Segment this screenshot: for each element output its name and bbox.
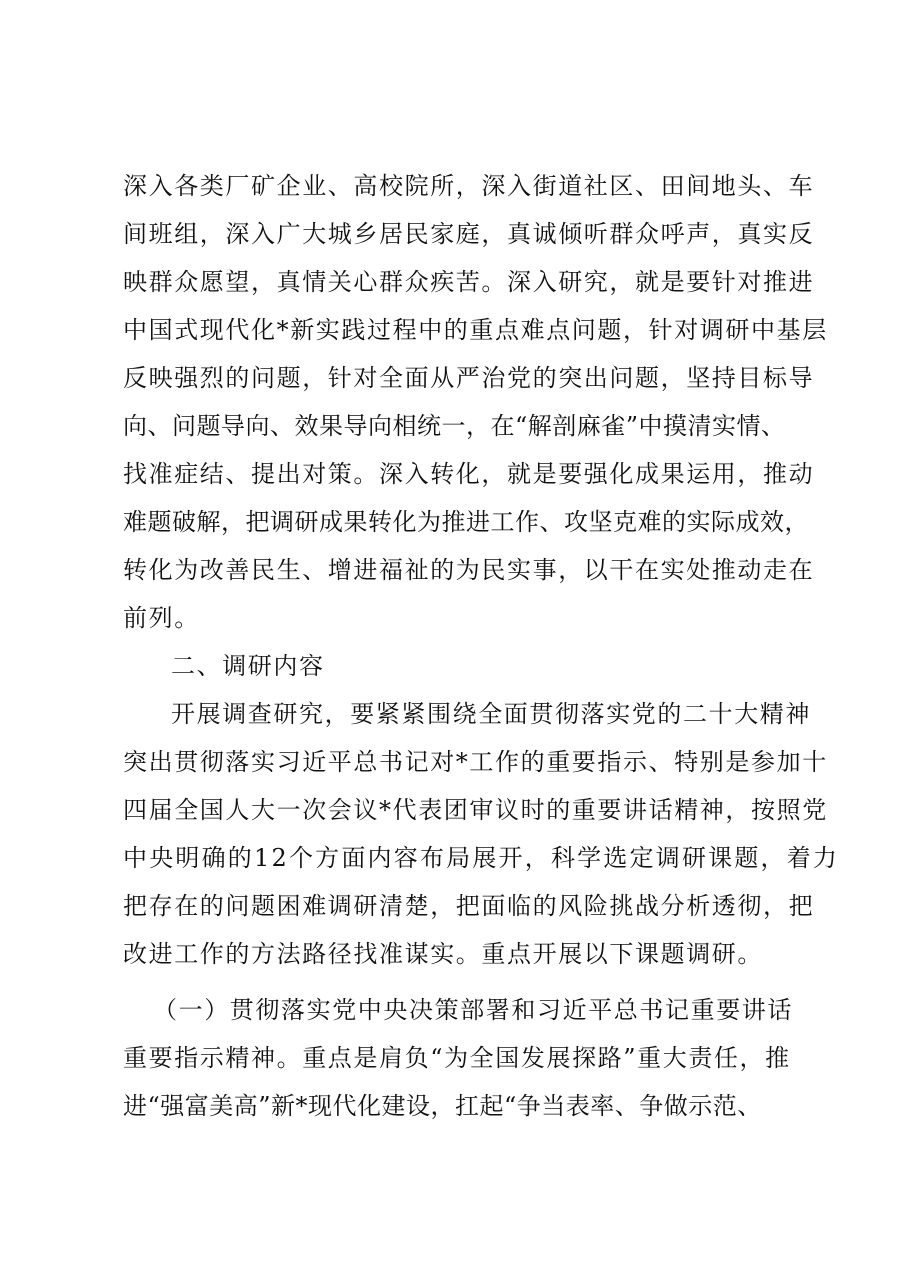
paragraph-1-line-7: 找准症结、提出对策。深入转化，就是要强化成果运用，推动 (123, 460, 815, 488)
paragraph-1-line-8: 难题破解，把调研成果转化为推进工作、攻坚克难的实际成效， (123, 508, 809, 536)
document-body (123, 162, 840, 1130)
paragraph-2-line-5: 把存在的问题困难调研清楚，把面临的风险挑战分析透彻，把 (123, 892, 815, 920)
paragraph-1-line-3: 映群众愿望，真情关心群众疾苦。深入研究，就是要针对推进 (123, 268, 815, 296)
paragraph-1-line-5: 反映强烈的问题，针对全面从严治党的突出问题，坚持目标导 (123, 364, 815, 392)
paragraph-1-line-9: 转化为改善民生、增进福祉的为民实事，以干在实处推动走在 (123, 556, 815, 584)
paragraph-2-line-3: 四届全国人大一次会议*代表团审议时的重要讲话精神，按照党 (123, 796, 828, 824)
section-heading: 二、调研内容 (171, 652, 325, 680)
paragraph-2-line-1: 开展调查研究，要紧紧围绕全面贯彻落实党的二十大精神 (171, 700, 811, 728)
paragraph-3-line-1: （一）贯彻落实党中央决策部署和习近平总书记重要讲话 (153, 996, 793, 1024)
paragraph-2-line-6: 改进工作的方法路径找准谋实。重点开展以下课题调研。 (123, 940, 763, 968)
paragraph-2-line-4: 中央明确的12个方面内容布局展开，科学选定调研课题，着力 (123, 844, 840, 872)
paragraph-1-line-2: 间班组，深入广大城乡居民家庭，真诚倾听群众呼声，真实反 (123, 220, 815, 248)
paragraph-1-line-1: 深入各类厂矿企业、高校院所，深入街道社区、田间地头、车 (123, 172, 815, 200)
paragraph-2-line-2: 突出贯彻落实习近平总书记对*工作的重要指示、特别是参加十 (123, 748, 828, 776)
paragraph-spacer (123, 978, 803, 986)
paragraph-1-line-6: 向、问题导向、效果导向相统一，在“解剖麻雀”中摸清实情、 (123, 412, 786, 440)
paragraph-1-line-4: 中国式现代化*新实践过程中的重点难点问题，针对调研中基层 (123, 316, 828, 344)
paragraph-3-line-2: 重要指示精神。重点是肩负“为全国发展探路”重大责任，推 (123, 1044, 791, 1072)
paragraph-1-line-10: 前列。 (123, 604, 200, 632)
paragraph-3-line-3: 进“强富美高”新*现代化建设，扛起“争当表率、争做示范、 (123, 1092, 762, 1120)
